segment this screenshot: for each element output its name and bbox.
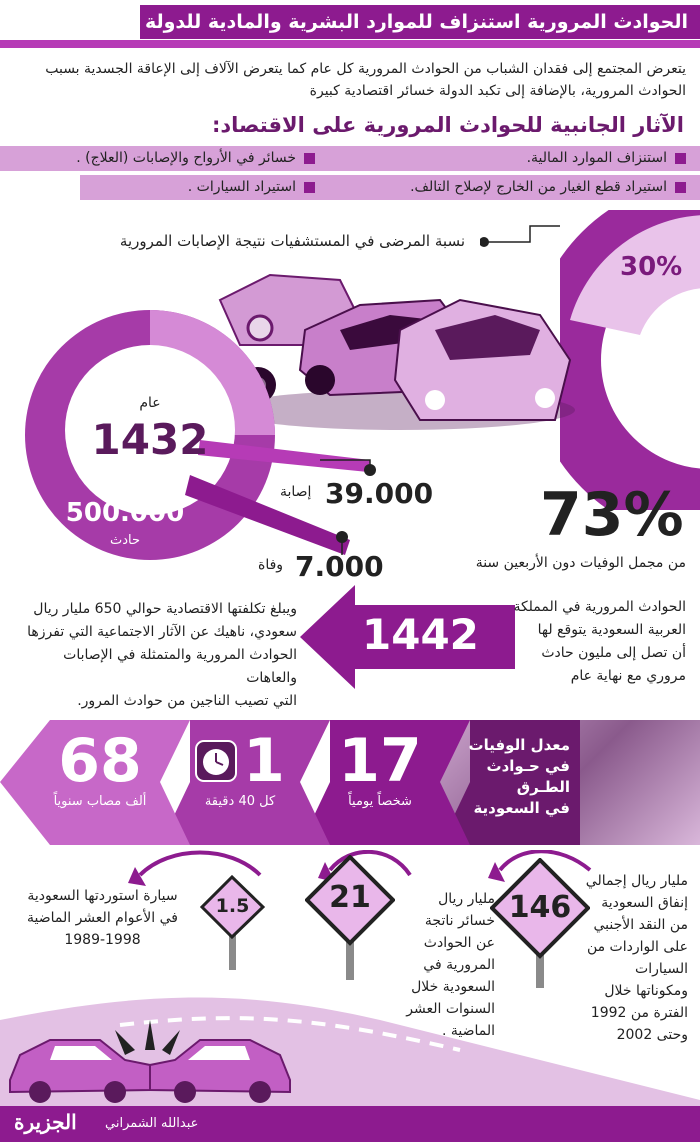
under40-percent: 73%	[540, 480, 684, 550]
year-label: عام	[139, 395, 161, 411]
bullet-square-icon	[675, 182, 686, 193]
intro-line-2: الحوادث المرورية، بالإضافة إلى تكبد الدولة خسائر اقتصادية كبيرة	[309, 83, 686, 99]
accidents-label: حادث	[109, 533, 141, 548]
sign-1-5	[200, 875, 265, 970]
bullet-square-icon	[675, 153, 686, 164]
sign-1-5-value: 1.5	[215, 895, 250, 917]
sign-146-value: 146	[508, 890, 572, 925]
under40-caption: من مجمل الوفيات دون الأربعين سنة	[475, 555, 686, 571]
forecast-left-text: ويبلغ تكلفتها الاقتصادية حوالي 650 مليار ريال سعودي، ناهيك عن الآثار الاجتماعية التي تفرزها الحوادث المرورية والمتمثلة في الإصابات والعاهات التي تصيب الناجين من حوادث المرور.	[27, 601, 297, 709]
hospital-connector	[480, 222, 560, 252]
forecast-year: 1442	[362, 610, 479, 659]
stat-daily: 17 شخصاً يومياً	[338, 726, 422, 809]
footer-author: عبدالله الشمراني	[105, 1116, 199, 1131]
forecast-right-text: الحوادث المرورية في المملكة العربية السعودية يتوقع لها أن تصل إلى مليون حادث مروري مع نهاية عام	[513, 599, 686, 684]
list-item: استيراد قطع الغيار من الخارج لإصلاح التالف.	[410, 175, 686, 200]
hospital-caption: نسبة المرضى في المستشفيات نتيجة الإصابات المرورية	[119, 232, 465, 250]
stat-per-40min: 1 كل 40 دقيقة	[180, 728, 300, 809]
list-item: استنزاف الموارد المالية.	[527, 146, 686, 171]
injuries-value: 39.000	[325, 477, 434, 510]
sign-1-5-text: سيارة استوردتها السعودية في الأعوام العشر الماضية 1989-1998	[27, 888, 178, 948]
death-rate-title: معدل الوفيات في حـوادث الطـرق في السعودية	[468, 736, 570, 817]
bullet-square-icon	[304, 182, 315, 193]
intro-line-1: يتعرض المجتمع إلى فقدان الشباب من الحوادث المرورية كل عام كما يتعرض الآلاف إلى الإعاقة الجسدية بسبب	[45, 61, 686, 77]
stat-yearly-injuries: 68 ألف مصاب سنوياً	[53, 726, 147, 809]
header-title: الحوادث المرورية استنزاف للموارد البشرية والمادية للدولة	[140, 5, 700, 39]
deaths-label: وفاة	[258, 557, 284, 573]
deaths-value: 7.000	[295, 550, 384, 583]
sign-21-text: مليار ريال خسائر ناتجة عن الحوادث المرورية في السعودية خلال السنوات العشر الماضية .	[406, 891, 495, 1039]
header-band	[0, 40, 700, 48]
intro-text	[16, 58, 686, 102]
bullet-square-icon	[304, 153, 315, 164]
impacts-row-1	[0, 146, 700, 171]
accidents-value: 500.000	[65, 498, 185, 528]
injuries-label: إصابة	[280, 484, 312, 500]
list-item: استيراد السيارات .	[188, 175, 315, 200]
impacts-row-2	[80, 175, 700, 200]
year-value: 1432	[91, 415, 209, 464]
sign-146-text: مليار ريال إجمالي إنفاق السعودية من النقد الأجنبي على الواردات من السيارات ومكوناتها خلال الفترة من 1992 وحتى 2002	[585, 873, 688, 1043]
impacts-heading: الآثار الجانبية للحوادث المرورية على الاقتصاد:	[211, 113, 684, 137]
list-item: خسائر في الأرواح والإصابات (العلاج) .	[76, 146, 315, 171]
colliding-cars-illustration	[0, 1010, 300, 1106]
footer-logo: الجزيرة	[14, 1110, 77, 1134]
clock-icon	[195, 740, 237, 782]
sign-21-value: 21	[329, 880, 371, 915]
hospital-percent: 30%	[620, 252, 683, 282]
sign-21	[305, 855, 395, 980]
impacts-list	[0, 146, 700, 202]
